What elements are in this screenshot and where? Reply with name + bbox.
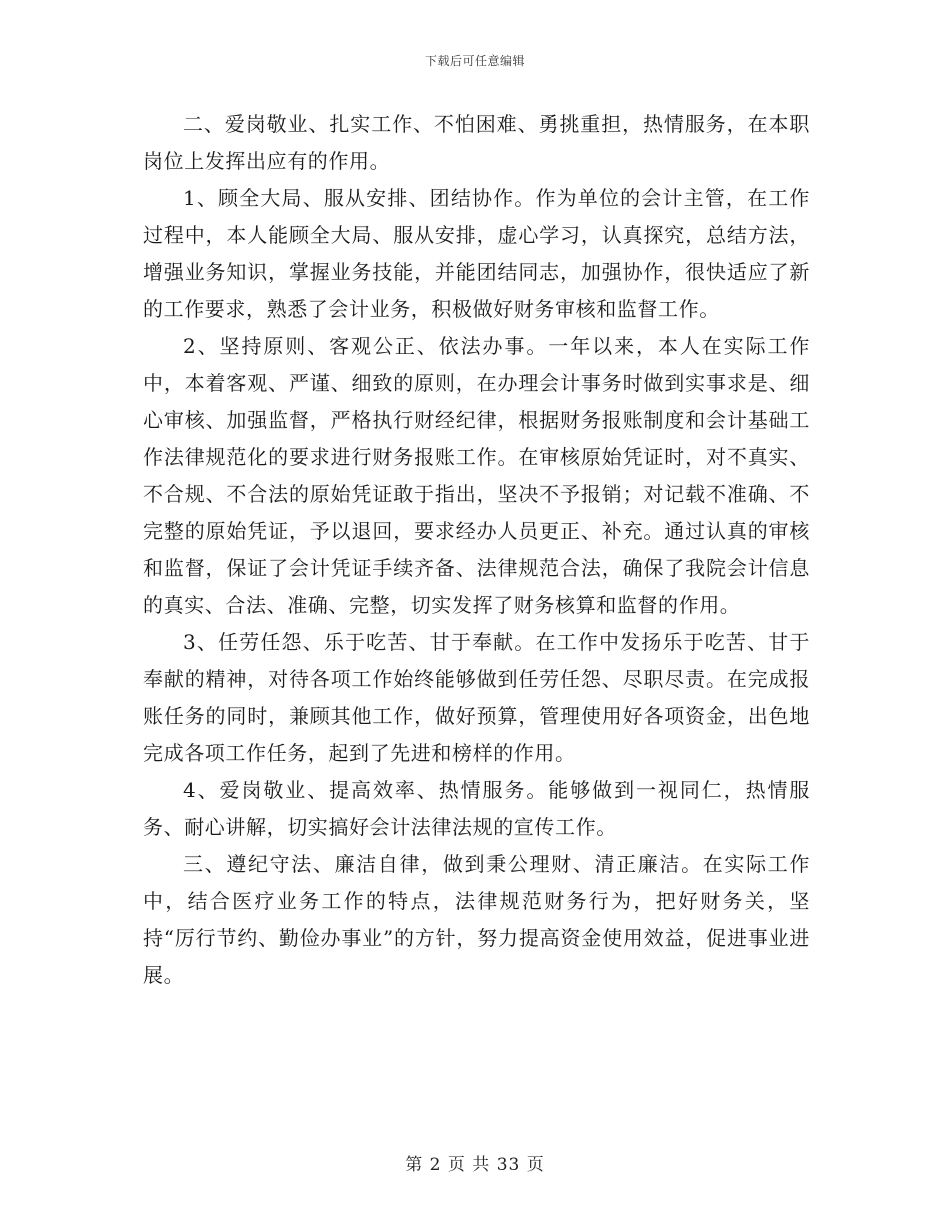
paragraph-section-two: 二、爱岗敬业、扎实工作、不怕困难、勇挑重担，热情服务，在本职岗位上发挥出应有的作用。 (143, 112, 810, 173)
page-header: 下载后可任意编辑 (424, 54, 525, 68)
paragraph-section-three: 三、遵纪守法、廉洁自律，做到秉公理财、清正廉洁。在实际工作中，结合医疗业务工作的特点，法律规范财务行为，把好财务关，坚持“厉行节约、勤俭办事业”的方针，努力提高资金使用效益，促进事业进展。 (143, 852, 810, 987)
paragraph-item-4: 4、爱岗敬业、提高效率、热情服务。能够做到一视同仁，热情服务、耐心讲解，切实搞好会计法律法规的宣传工作。 (143, 778, 810, 839)
paragraph-item-2: 2、坚持原则、客观公正、依法办事。一年以来，本人在实际工作中，本着客观、严谨、细致的原则，在办理会计事务时做到实事求是、细心审核、加强监督，严格执行财经纪律，根据财务报账制度和会计基础工作法律规范化的要求进行财务报账工作。在审核原始凭证时，对不真实、不合规、不合法的原始凭证敢于指出，坚决不予报销；对记载不准确、不完整的原始凭证，予以退回，要求经办人员更正、补充。通过认真的审核和监督，保证了会计凭证手续齐备、法律规范合法，确保了我院会计信息的真实、合法、准确、完整，切实发挥了财务核算和监督的作用。 (143, 334, 810, 617)
paragraph-item-1: 1、顾全大局、服从安排、团结协作。作为单位的会计主管，在工作过程中，本人能顾全大局、服从安排，虚心学习，认真探究，总结方法，增强业务知识，掌握业务技能，并能团结同志，加强协作，很快适应了新的工作要求，熟悉了会计业务，积极做好财务审核和监督工作。 (143, 186, 810, 321)
document-body (143, 106, 810, 994)
paragraph-item-3: 3、任劳任怨、乐于吃苦、甘于奉献。在工作中发扬乐于吃苦、甘于奉献的精神，对待各项工作始终能够做到任劳任怨、尽职尽责。在完成报账任务的同时，兼顾其他工作，做好预算，管理使用好各项资金，出色地完成各项工作任务，起到了先进和榜样的作用。 (143, 630, 810, 765)
page-footer: 第 2 页 共 33 页 (405, 1155, 545, 1175)
